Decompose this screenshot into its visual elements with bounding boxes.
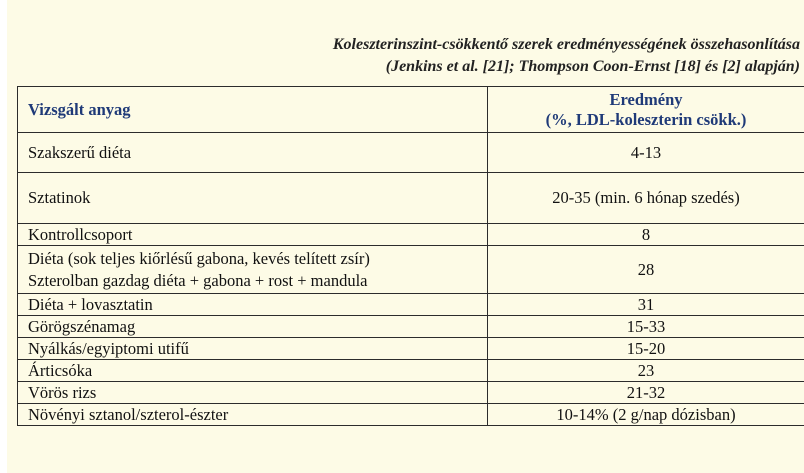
header-result-unit: (%, LDL-koleszterin csökk.) — [545, 109, 747, 129]
cell-substance: Vörös rizs — [18, 382, 488, 404]
table-caption — [333, 34, 800, 78]
table-row — [18, 246, 804, 294]
cell-result: 20-35 (min. 6 hónap szedés) — [488, 173, 804, 224]
header-result — [488, 87, 804, 133]
cell-substance: Kontrollcsoport — [18, 224, 488, 246]
table-row — [18, 316, 804, 338]
table-row — [18, 224, 804, 246]
cell-substance: Sztatinok — [18, 173, 488, 224]
header-result-title: Eredmény — [609, 89, 683, 109]
cell-substance: Görögszénamag — [18, 316, 488, 338]
cell-substance: Növényi sztanol/szterol-észter — [18, 404, 488, 426]
comparison-table — [17, 86, 804, 426]
cell-result: 28 — [488, 246, 804, 294]
table-row — [18, 173, 804, 224]
table-row — [18, 360, 804, 382]
cell-substance: Árticsóka — [18, 360, 488, 382]
table-row — [18, 133, 804, 173]
cell-substance-line1: Diéta (sok teljes kiőrlésű gabona, kevés telített zsír) — [28, 248, 370, 268]
cell-result: 31 — [488, 294, 804, 316]
table-row — [18, 338, 804, 360]
table-row — [18, 382, 804, 404]
cell-result: 21-32 — [488, 382, 804, 404]
cell-result: 10-14% (2 g/nap dózisban) — [488, 404, 804, 426]
table-header-row — [18, 87, 804, 133]
cell-substance-line2: Szterolban gazdag diéta + gabona + rost + mandula — [28, 270, 368, 290]
cell-substance: Diéta + lovasztatin — [18, 294, 488, 316]
cell-substance — [18, 246, 488, 294]
table-row — [18, 294, 804, 316]
cell-result: 4-13 — [488, 133, 804, 173]
caption-sources: (Jenkins et al. [21]; Thompson Coon-Ernst [18] és [2] alapján) — [385, 58, 800, 75]
caption-title: Koleszterinszint-csökkentő szerek eredményességének összehasonlítása — [332, 36, 800, 53]
cell-result: 8 — [488, 224, 804, 246]
cell-substance: Nyálkás/egyiptomi utifű — [18, 338, 488, 360]
cell-result: 15-20 — [488, 338, 804, 360]
header-substance: Vizsgált anyag — [18, 87, 488, 133]
document-panel — [7, 0, 804, 473]
cell-result: 23 — [488, 360, 804, 382]
cell-result: 15-33 — [488, 316, 804, 338]
cell-substance: Szakszerű diéta — [18, 133, 488, 173]
table-row — [18, 404, 804, 426]
